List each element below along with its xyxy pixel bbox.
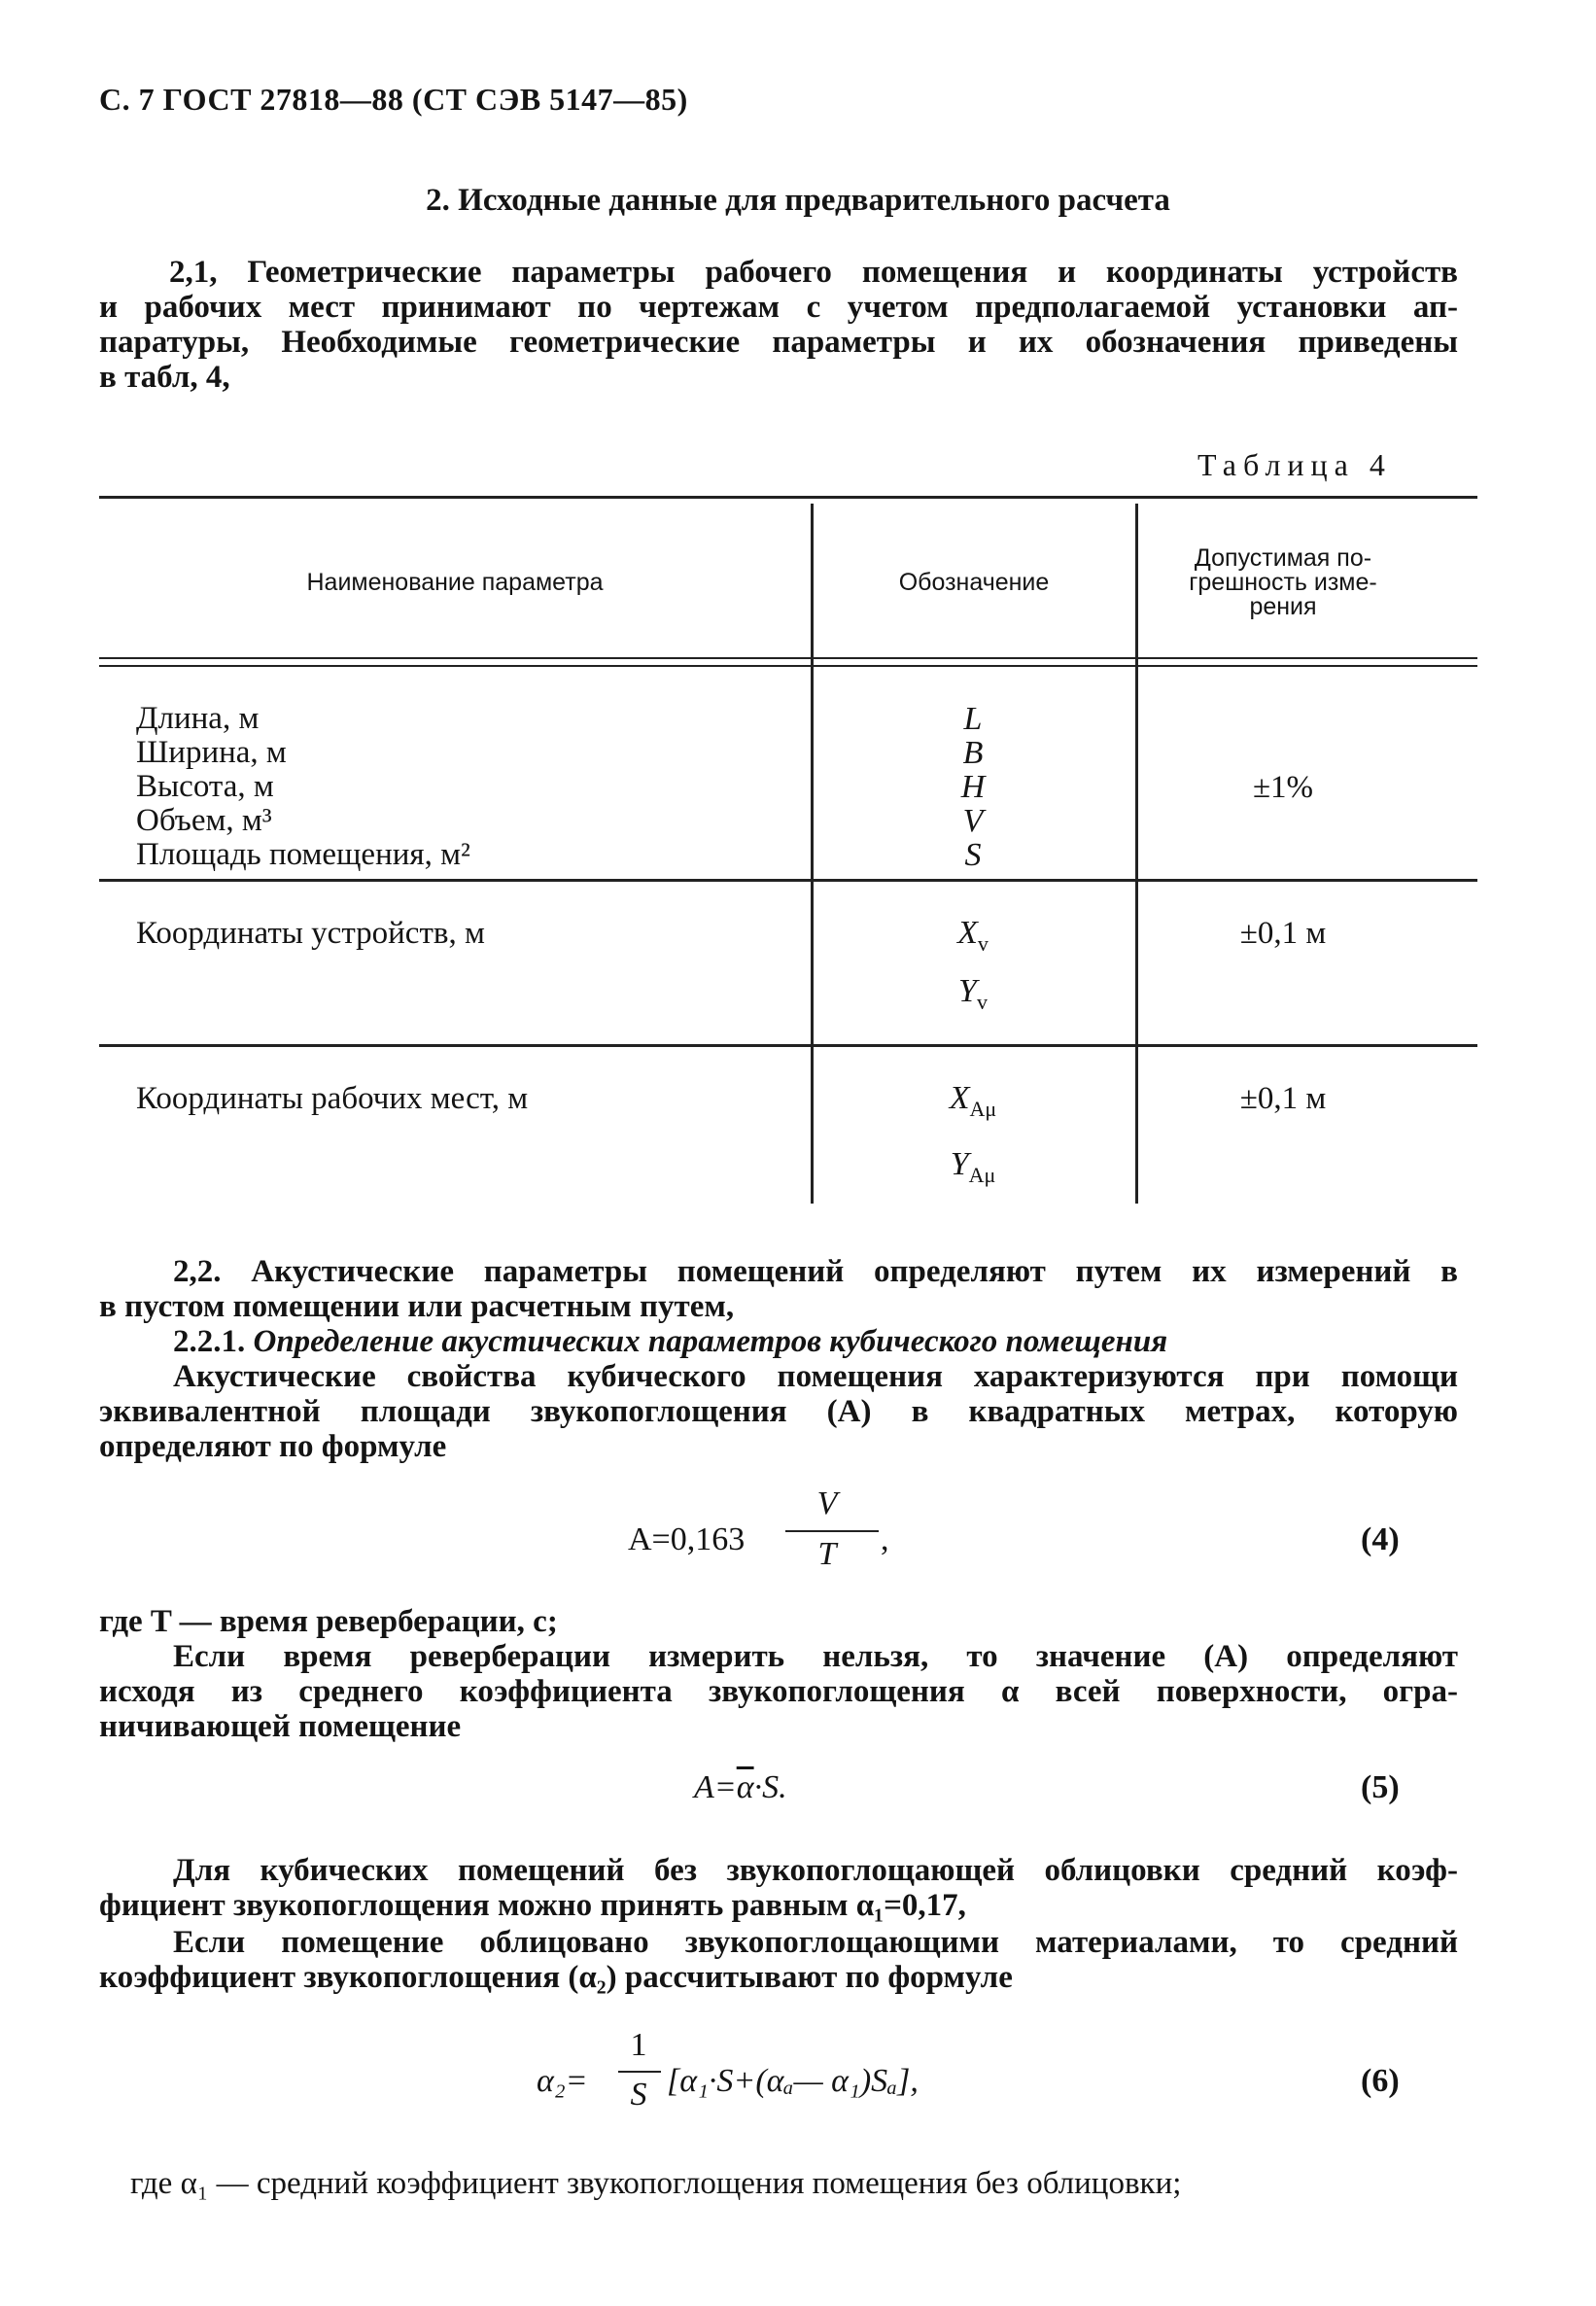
formula-4-tail: , <box>881 1521 889 1557</box>
para-2-2 <box>99 1254 1458 1324</box>
group2-symbol-y: $Y_v$ <box>958 973 988 1014</box>
formula-6-lhs: α₂= <box>537 2063 588 2099</box>
para-line: Если помещение облицовано звукопоглощающими материалами, то средний <box>173 1925 1458 1960</box>
group1-symbols <box>813 702 1133 872</box>
param-name: Высота, м <box>136 769 274 804</box>
formula-6-fraction-bar <box>618 2071 661 2073</box>
para-2-1-line: в табл, 4, <box>99 360 230 395</box>
para-2-1-line: и рабочих мест принимают по чертежам с учетом предполагаемой установки ап- <box>99 290 1458 325</box>
group1-tolerance: ±1% <box>1252 770 1314 805</box>
para-line: ничивающей помещение <box>99 1709 462 1744</box>
where-T: где T — время реверберации, с; <box>99 1604 558 1639</box>
param-symbol: L <box>963 701 983 737</box>
group1-names <box>136 702 470 872</box>
formula-4-fraction-bar <box>785 1530 879 1532</box>
para-2-1 <box>99 255 1458 395</box>
page-header: С. 7 ГОСТ 27818—88 (СТ СЭВ 5147—85) <box>99 82 688 117</box>
formula-5-rest: ·S. <box>753 1769 787 1805</box>
formula-6-number: (6) <box>1361 2063 1400 2099</box>
heading-text: Определение акустических параметров кубического помещения <box>253 1324 1168 1359</box>
table-header-rule-2 <box>99 665 1477 667</box>
param-symbol: V <box>962 803 984 839</box>
param-name: Ширина, м <box>136 735 287 770</box>
where-alpha1: где α₁ — средний коэффициент звукопоглощения помещения без облицовки; <box>130 2166 1182 2201</box>
section-title: 2. Исходные данные для предварительного расчета <box>426 183 1170 218</box>
formula-5-alpha: $\overline{\alpha}$ <box>736 1769 754 1805</box>
para-line: эквивалентной площади звукопоглощения (A) в квадратных метрах, которую <box>99 1394 1458 1429</box>
group3-symbol-x: $X_{A\mu}$ <box>949 1080 997 1121</box>
formula-5-lhs: A= <box>694 1769 737 1805</box>
param-name: Площадь помещения, м² <box>136 837 470 872</box>
para-2-2-1-heading <box>173 1324 1458 1359</box>
para-line: Для кубических помещений без звукопоглощающей облицовки средний коэф- <box>173 1853 1458 1888</box>
table-top-rule <box>99 496 1477 499</box>
para-line: коэффициент звукопоглощения (α₂) рассчитывают по формуле <box>99 1960 1013 1995</box>
formula-6-rhs: [α₁·S+(αₐ— α₁)Sₐ], <box>667 2063 919 2099</box>
formula-6-numerator: 1 <box>630 2027 647 2063</box>
para-line: Акустические свойства кубического помещения характеризуются при помощи <box>173 1359 1458 1394</box>
table-caption: Таблица 4 <box>1197 447 1392 482</box>
para-2-1-line: паратуры, Необходимые геометрические параметры и их обозначения приведены <box>99 325 1458 360</box>
header-tolerance <box>1137 546 1429 619</box>
param-name: Длина, м <box>136 701 260 736</box>
formula-5 <box>694 1769 787 1806</box>
formula-5-number: (5) <box>1361 1769 1400 1805</box>
group3-symbol-y: $Y_{A\mu}$ <box>950 1146 996 1187</box>
param-symbol: S <box>964 837 982 873</box>
para-2-1-line: 2,1, Геометрические параметры рабочего помещения и координаты устройств <box>169 255 1458 290</box>
para-line: определяют по формуле <box>99 1429 447 1464</box>
group2-symbol-x: $X_v$ <box>957 915 989 956</box>
formula-6-denominator: S <box>630 2077 647 2113</box>
para-2-2-line: в пустом помещении или расчетным путем, <box>99 1289 735 1324</box>
table-row-rule-2 <box>99 1044 1477 1047</box>
group3-tolerance: ±0,1 м <box>1239 1081 1327 1116</box>
formula-4-denominator: T <box>817 1536 837 1572</box>
group2-tolerance: ±0,1 м <box>1239 916 1327 951</box>
param-name: Объем, м³ <box>136 803 272 838</box>
param-symbol: B <box>962 735 984 771</box>
header-tolerance-line: рения <box>1249 593 1317 620</box>
para-line: фициент звукопоглощения можно принять равным α₁=0,17, <box>99 1888 966 1923</box>
formula-4-numerator: V <box>816 1485 838 1521</box>
para-reverb <box>99 1639 1458 1744</box>
table-header-rule-1 <box>99 657 1477 659</box>
heading-number: 2.2.1. <box>173 1324 246 1359</box>
header-name: Наименование параметра <box>306 569 604 596</box>
table-row-rule-1 <box>99 879 1477 882</box>
para-cubic <box>99 1853 1458 1923</box>
header-tolerance-line: Допустимая по- <box>1194 544 1372 572</box>
formula-4-lhs: A=0,163 <box>628 1521 746 1557</box>
para-lined <box>99 1925 1458 1995</box>
header-symbol: Обозначение <box>898 569 1050 596</box>
formula-4-number: (4) <box>1361 1521 1400 1557</box>
param-symbol: H <box>960 769 986 805</box>
para-2-2-line: 2,2. Акустические параметры помещений определяют путем их измерений в <box>173 1254 1458 1289</box>
header-tolerance-line: грешность изме- <box>1189 569 1377 596</box>
group2-name: Координаты устройств, м <box>136 916 485 951</box>
para-line: исходя из среднего коэффициента звукопоглощения α всей поверхности, огра- <box>99 1674 1458 1709</box>
para-2-2-1-body <box>99 1359 1458 1464</box>
para-line: Если время реверберации измерить нельзя, то значение (A) определяют <box>173 1639 1458 1674</box>
group3-name: Координаты рабочих мест, м <box>136 1081 529 1116</box>
